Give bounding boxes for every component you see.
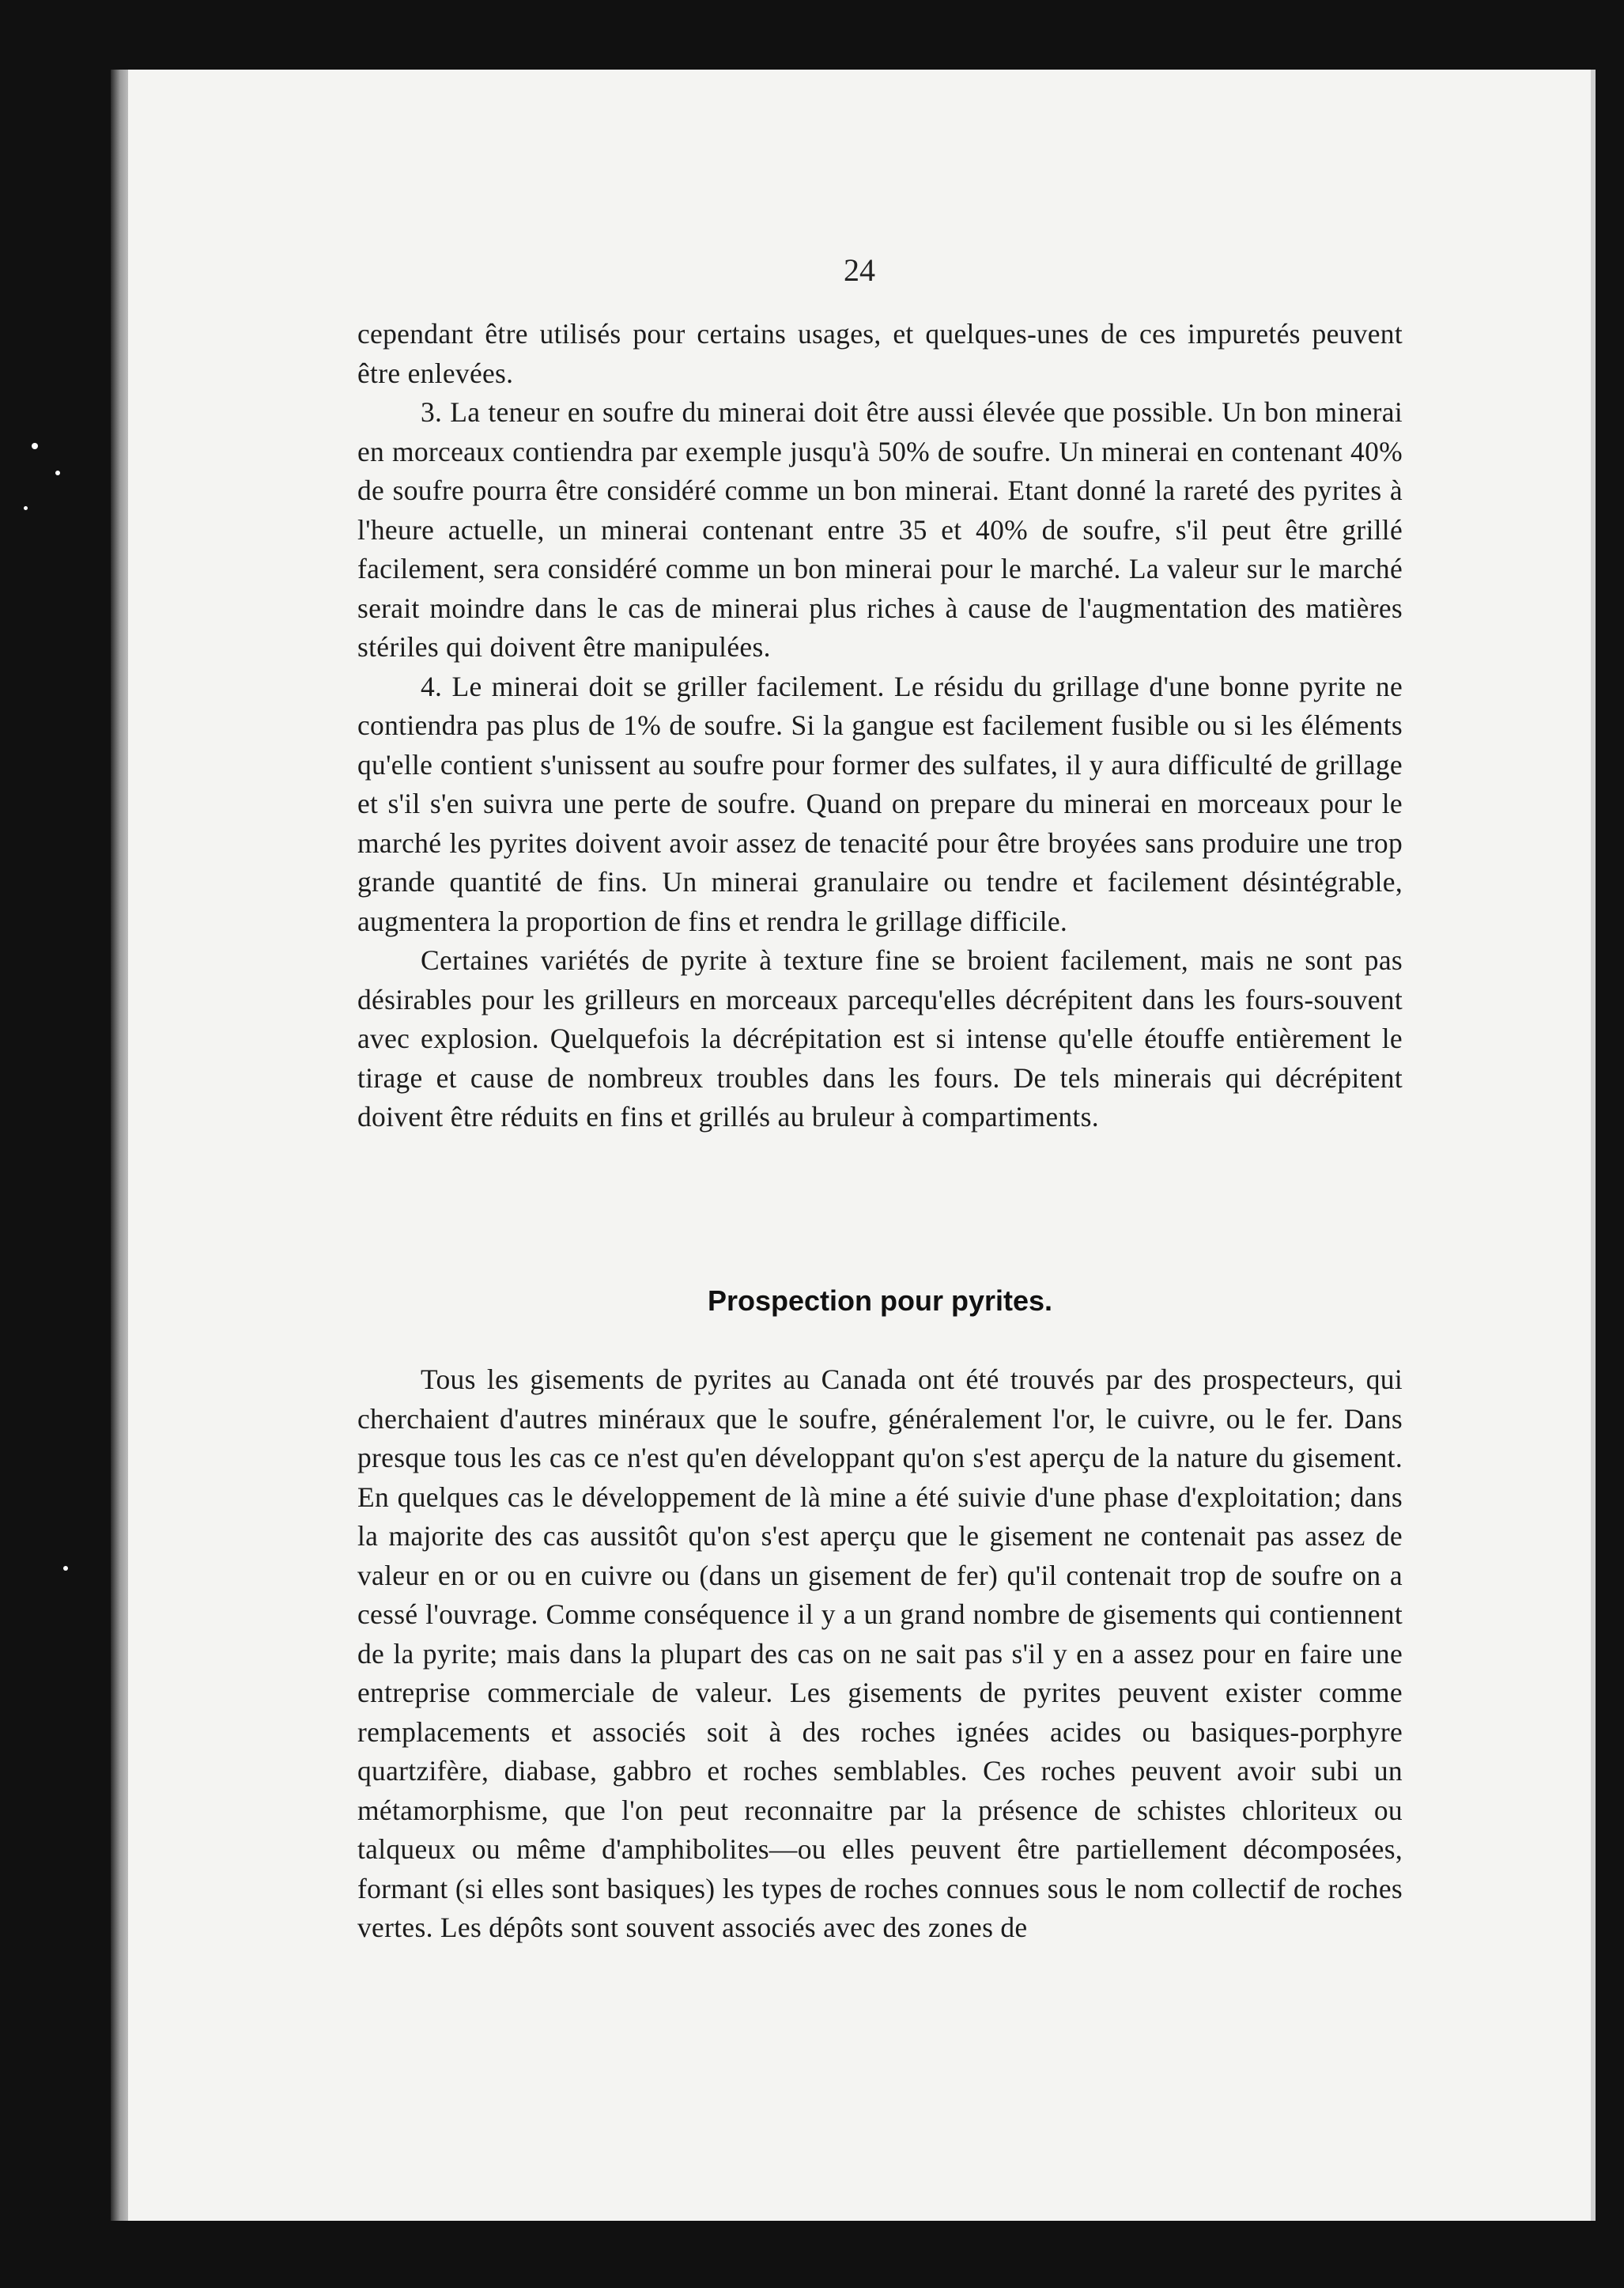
scan-speck xyxy=(24,506,28,510)
scan-speck xyxy=(32,443,38,449)
paragraph: 4. Le minerai doit se griller facilement. Le résidu du grillage d'une bonne pyrite ne contiendra pas plus de 1% de soufre. Si la gangue est facilement fusible ou si les éléments qu'elle contient s'unissent au soufre pour former des sulfates, il y aura difficulté de grillage et s'il s'en suivra une perte de soufre. Quand on prepare du minerai en morceaux pour le marché les pyrites doivent avoir assez de tenacité pour être broyées sans produire une trop grande quantité de fins. Un minerai granulaire ou tendre et facilement désintégrable, augmentera la proportion de fins et rendra le grillage difficile. xyxy=(357,670,1403,937)
page-number: 24 xyxy=(844,252,875,288)
text-block-top xyxy=(357,315,1403,1137)
scan-speck xyxy=(55,471,60,475)
paragraph: 3. La teneur en soufre du minerai doit être aussi élevée que possible. Un bon minerai en morceaux contiendra par exemple jusqu'à 50% de soufre. Un minerai en contenant 40% de soufre pourra être considéré comme un bon minerai. Etant donné la rareté des pyrites à l'heure actuelle, un minerai contenant entre 35 et 40% de soufre, s'il peut être grillé facilement, sera considéré comme un bon minerai pour le marché. La valeur sur le marché serait moindre dans le cas de minerai plus riches à cause de l'augmentation des matières stériles qui doivent être manipulées. xyxy=(357,396,1403,663)
section-heading: Prospection pour pyrites. xyxy=(707,1284,1053,1317)
paragraph: cependant être utilisés pour certains usages, et quelques-unes de ces impuretés peuvent être enlevées. xyxy=(357,318,1403,389)
document-page xyxy=(128,70,1596,2221)
paragraph: Tous les gisements de pyrites au Canada ont été trouvés par des prospecteurs, qui cherchaient d'autres minéraux que le soufre, généralement l'or, le cuivre, ou le fer. Dans presque tous les cas ce n'est qu'en développant qu'on s'est aperçu de la nature du gisement. En quelques cas le développement de là mine a été suivie d'une phase d'exploitation; dans la majorite des cas aussitôt qu'on s'est aperçu que le gisement ne contenait pas assez de valeur en or ou en cuivre ou (dans un gisement de fer) qu'il contenait trop de soufre on a cessé l'ouvrage. Comme conséquence il y a un grand nombre de gisements qui contiennent de la pyrite; mais dans la plupart des cas on ne sait pas s'il y en a assez pour en faire une entreprise commerciale de valeur. Les gisements de pyrites peuvent exister comme remplacements et associés soit à des roches ignées acides ou basiques-porphyre quartzifère, diabase, gabbro et roches semblables. Ces roches peuvent avoir subi un métamorphisme, que l'on peut reconnaitre par la présence de schistes chloriteux ou talqueux ou même d'amphibolites—ou elles peuvent être partiellement décomposées, formant (si elles sont basiques) les types de roches connues sous le nom collectif de roches vertes. Les dépôts sont souvent associés avec des zones de xyxy=(357,1363,1403,1943)
text-block-bottom xyxy=(357,1360,1403,1948)
scan-speck xyxy=(63,1566,68,1571)
paragraph: Certaines variétés de pyrite à texture fine se broient facilement, mais ne sont pas désirables pour les grilleurs en morceaux parcequ'elles décrépitent dans les fours-souvent avec explosion. Quelquefois la décrépitation est si intense qu'elle étouffe entièrement le tirage et cause de nombreux troubles dans les fours. De tels minerais qui décrépitent doivent être réduits en fins et grillés au bruleur à compartiments. xyxy=(357,944,1403,1133)
